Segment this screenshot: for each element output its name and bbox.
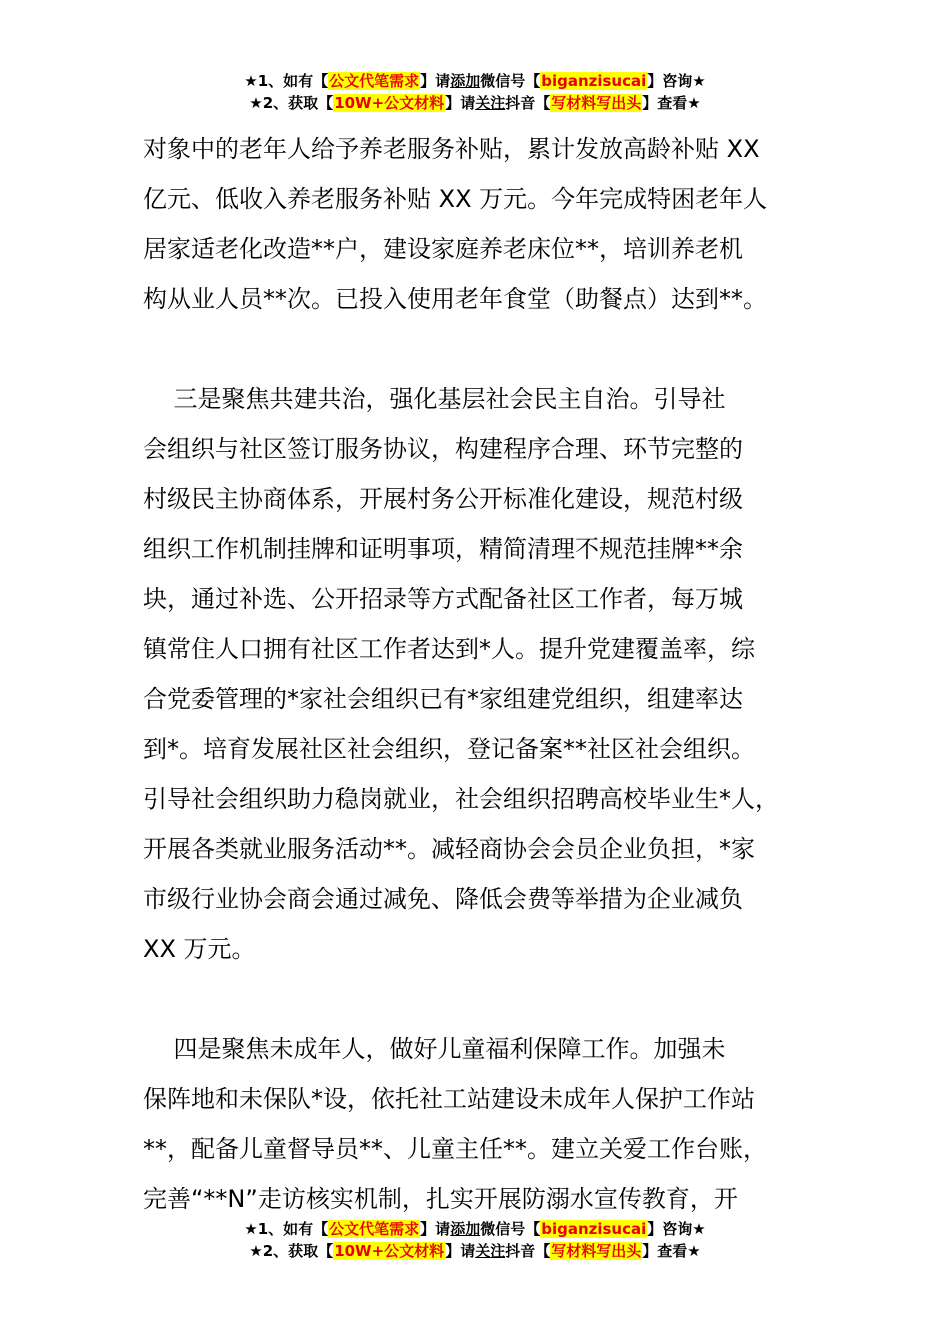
text-line: 村级民主协商体系，开展村务公开标准化建设，规范村级	[143, 485, 743, 513]
banner-text: 】咨询★	[647, 72, 706, 90]
banner-underlined-text: 关注	[475, 94, 506, 112]
banner-text: ★2、获取【	[249, 1242, 334, 1260]
text-line: 亿元、低收入养老服务补贴 XX 万元。今年完成特困老年人	[143, 185, 768, 213]
banner-text: 微信号【	[480, 72, 541, 90]
banner-text: ★1、如有【	[244, 72, 329, 90]
banner-text: 抖音【	[505, 94, 551, 112]
paragraph-1	[143, 124, 833, 324]
banner-text: 微信号【	[480, 1220, 541, 1238]
banner-underlined-text: 添加	[450, 72, 481, 90]
banner-highlight: 10W+公文材料	[334, 94, 445, 112]
header-banner	[0, 70, 950, 114]
document-body	[143, 124, 833, 1224]
text-line: 完善“**N”走访核实机制，扎实开展防溺水宣传教育，开	[143, 1185, 738, 1213]
banner-text: ★2、获取【	[249, 94, 334, 112]
text-line: 市级行业协会商会通过减免、降低会费等举措为企业减负	[143, 885, 743, 913]
footer-banner	[0, 1218, 950, 1262]
banner-text: ★1、如有【	[244, 1220, 329, 1238]
banner-highlight: 公文代笔需求	[329, 1220, 420, 1238]
banner-text: 】请	[445, 1242, 476, 1260]
text-line: 镇常住人口拥有社区工作者达到*人。提升党建覆盖率，综	[143, 635, 755, 663]
header-banner-line2	[0, 92, 950, 114]
banner-text: 】查看★	[642, 94, 701, 112]
text-line: 引导社会组织助力稳岗就业，社会组织招聘高校毕业生*人，	[143, 785, 779, 813]
banner-highlight: biganzisucai	[541, 72, 647, 90]
text-line: 对象中的老年人给予养老服务补贴，累计发放高龄补贴 XX	[143, 135, 760, 163]
banner-highlight: 10W+公文材料	[334, 1242, 445, 1260]
text-line: 居家适老化改造**户，建设家庭养老床位**，培训养老机	[143, 235, 743, 263]
banner-text: 】请	[420, 72, 451, 90]
banner-underlined-text: 添加	[450, 1220, 481, 1238]
text-line: 构从业人员**次。已投入使用老年食堂（助餐点）达到**。	[143, 285, 767, 313]
text-line: 到*。培育发展社区社会组织，登记备案**社区社会组织。	[143, 735, 755, 763]
banner-highlight: 写材料写出头	[551, 94, 642, 112]
banner-underlined-text: 关注	[475, 1242, 506, 1260]
paragraph-3	[143, 1024, 833, 1224]
text-line: 开展各类就业服务活动**。减轻商协会会员企业负担，*家	[143, 835, 755, 863]
banner-text: 】咨询★	[647, 1220, 706, 1238]
text-line: **，配备儿童督导员**、儿童主任**。建立关爱工作台账，	[143, 1135, 767, 1163]
banner-highlight: 写材料写出头	[551, 1242, 642, 1260]
footer-banner-line2	[0, 1240, 950, 1262]
text-line: XX 万元。	[143, 935, 256, 963]
banner-text: 】请	[420, 1220, 451, 1238]
paragraph-gap	[143, 324, 833, 374]
text-line: 组织工作机制挂牌和证明事项，精简清理不规范挂牌**余	[143, 535, 743, 563]
paragraph-gap	[143, 974, 833, 1024]
banner-text: 】请	[445, 94, 476, 112]
banner-text: 抖音【	[505, 1242, 551, 1260]
text-line: 保阵地和未保队*设，依托社工站建设未成年人保护工作站	[143, 1085, 755, 1113]
text-line: 块，通过补选、公开招录等方式配备社区工作者，每万城	[143, 585, 743, 613]
footer-banner-line1	[0, 1218, 950, 1240]
text-line: 合党委管理的*家社会组织已有*家组建党组织，组建率达	[143, 685, 743, 713]
text-line: 会组织与社区签订服务协议，构建程序合理、环节完整的	[143, 435, 743, 463]
text-line: 三是聚焦共建共治，强化基层社会民主自治。引导社	[143, 385, 726, 413]
paragraph-2	[143, 374, 833, 974]
header-banner-line1	[0, 70, 950, 92]
banner-highlight: biganzisucai	[541, 1220, 647, 1238]
text-line: 四是聚焦未成年人，做好儿童福利保障工作。加强未	[143, 1035, 726, 1063]
banner-highlight: 公文代笔需求	[329, 72, 420, 90]
banner-text: 】查看★	[642, 1242, 701, 1260]
